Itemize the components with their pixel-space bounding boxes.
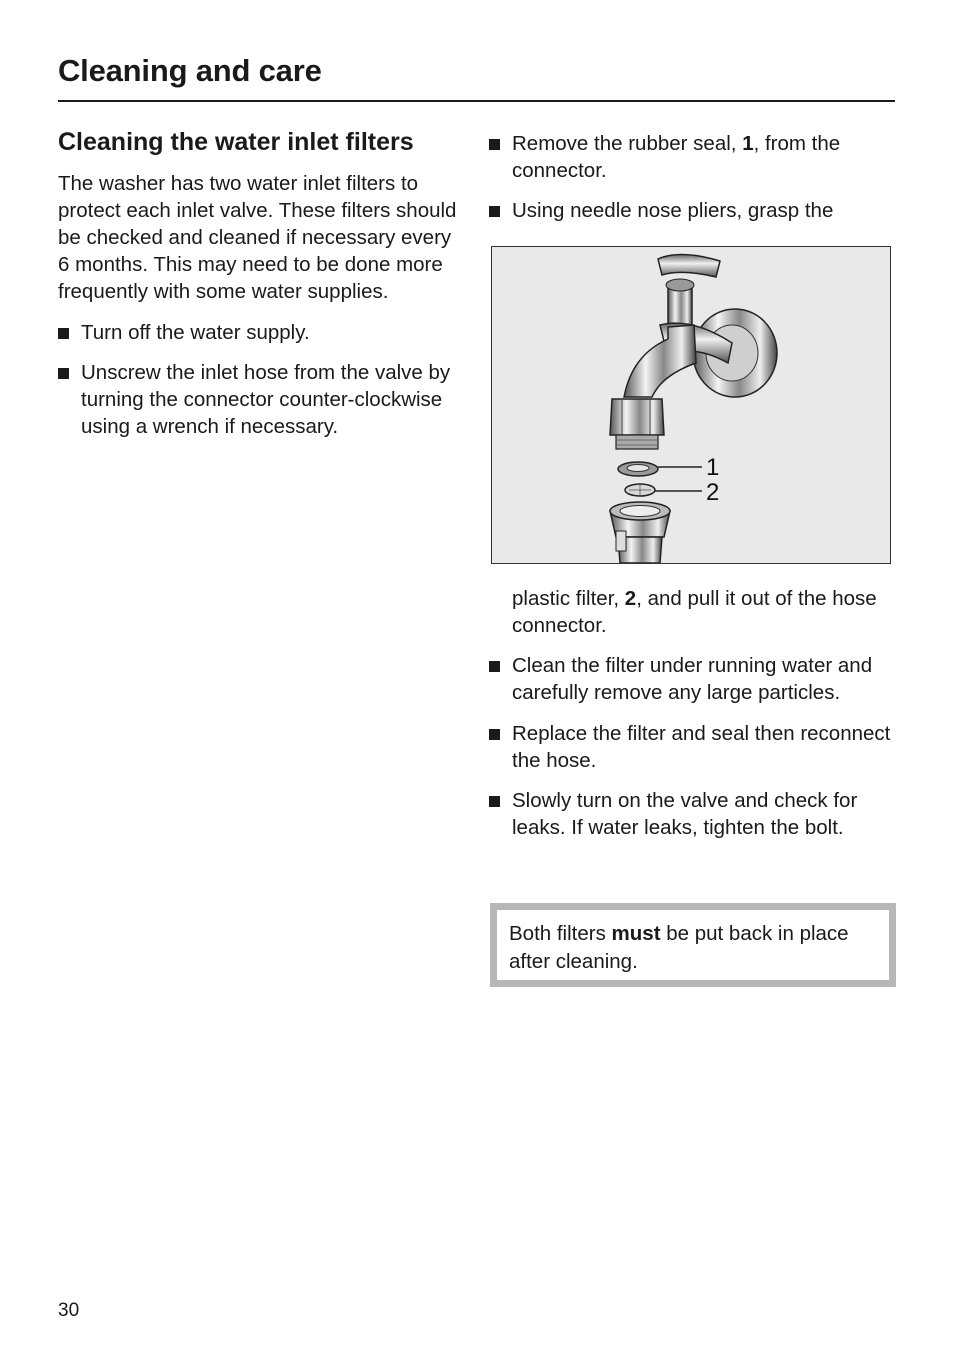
right-column-bottom [489, 652, 895, 841]
page-header [58, 52, 895, 102]
list-item [489, 197, 895, 224]
bullet-square-icon [489, 661, 500, 672]
callout-label-2: 2 [706, 479, 720, 506]
intro-paragraph: The washer has two water inlet filters to protect each inlet valve. These filters should be checked and cleaned if necessary every 6 months. This may need to be done more frequently with some water supplies. [58, 172, 457, 303]
plastic-filter-shape [625, 484, 655, 496]
list-item [58, 359, 464, 440]
bullet-text-pre: Remove the rubber seal, [512, 132, 743, 155]
bullet-square-icon [489, 139, 500, 150]
bullet-text: Turn off the water supply. [81, 321, 310, 344]
rubber-seal-shape [618, 462, 658, 476]
note-pre: Both filters [509, 922, 612, 945]
list-item [489, 130, 895, 184]
list-item [489, 787, 895, 841]
bullet-text-post: , from the connector. [512, 132, 841, 182]
bullet-text: Slowly turn on the valve and check for leaks. If water leaks, tighten the bolt. [512, 789, 858, 839]
bullet-square-icon [489, 796, 500, 807]
section-title: Cleaning the water inlet filters [58, 128, 414, 156]
continuation-text [512, 585, 892, 639]
tap-diagram-svg [492, 247, 890, 563]
bullet-square-icon [58, 328, 69, 339]
bullet-text: Unscrew the inlet hose from the valve by turning the connector counter-clockwise using a wrench if necessary. [81, 361, 451, 438]
continuation-bold: 2 [624, 587, 637, 610]
page-title: Cleaning and care [58, 53, 322, 88]
callout-label-1: 1 [706, 454, 720, 481]
bullet-square-icon [489, 729, 500, 740]
list-item [489, 720, 895, 774]
continuation-pre: plastic filter, [512, 587, 625, 610]
bullet-text: Clean the filter under running water and carefully remove any large particles. [512, 654, 873, 704]
note-bold: must [611, 922, 661, 945]
bullet-text-bold: 1 [742, 132, 754, 155]
hose-connector-shape [610, 502, 670, 563]
bullet-text: Replace the filter and seal then reconnect the hose. [512, 722, 891, 772]
page-number: 30 [58, 1300, 80, 1321]
bullet-square-icon [58, 368, 69, 379]
continuation-post: , and pull it out of the hose connector. [512, 587, 877, 637]
bullet-text: Using needle nose pliers, grasp the [512, 199, 834, 222]
note-text [497, 910, 889, 980]
connector-nut-shape [610, 399, 664, 449]
note-box [490, 903, 896, 987]
right-column-top [489, 130, 895, 224]
left-column [58, 126, 464, 440]
bullet-square-icon [489, 206, 500, 217]
note-post: be put back in place after cleaning. [509, 922, 849, 973]
list-item [58, 319, 464, 346]
continuation-paragraph [512, 585, 892, 639]
tap-filter-illustration [491, 246, 891, 564]
list-item [489, 652, 895, 706]
